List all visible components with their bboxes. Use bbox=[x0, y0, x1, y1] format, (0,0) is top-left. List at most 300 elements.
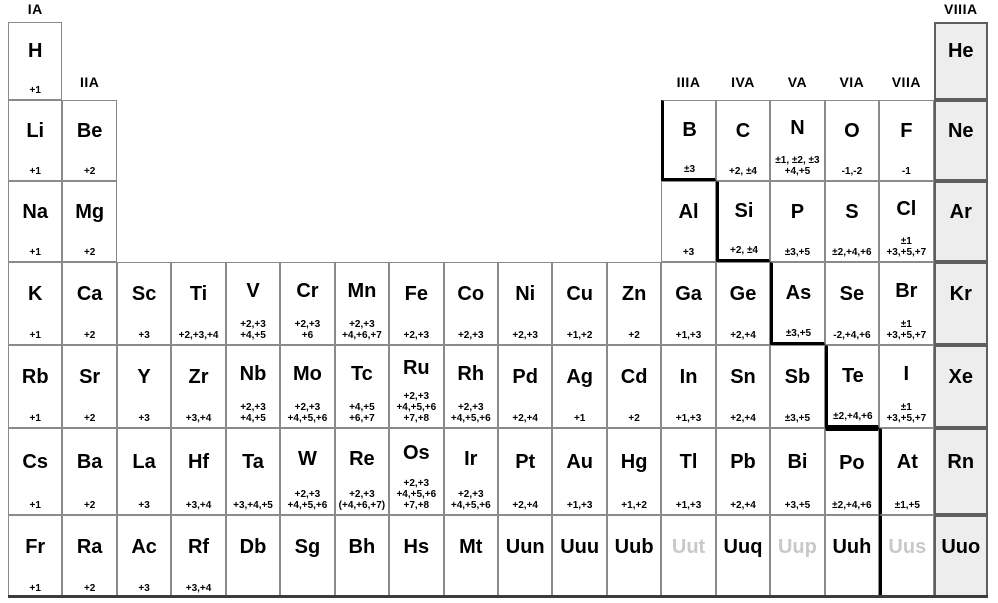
element-symbol: Tc bbox=[350, 362, 373, 385]
element-cell-cs bbox=[8, 428, 62, 515]
element-symbol: Ac bbox=[131, 535, 157, 558]
element-symbol: Ca bbox=[76, 282, 103, 305]
oxidation-states bbox=[63, 408, 115, 427]
oxidation-states bbox=[118, 408, 170, 427]
oxidation-state-line: +2,+3 bbox=[512, 330, 538, 341]
element-cell-c bbox=[716, 100, 770, 181]
oxidation-state-line: +1,+3 bbox=[675, 330, 702, 341]
oxidation-state-line: +2,+3 bbox=[294, 402, 321, 413]
element-symbol: O bbox=[844, 119, 860, 142]
element-symbol: Sg bbox=[294, 535, 321, 558]
element-symbol: Ne bbox=[947, 119, 974, 142]
element-cell-y bbox=[117, 345, 171, 428]
oxidation-states bbox=[936, 79, 986, 98]
element-cell-s bbox=[825, 181, 879, 262]
oxidation-state-line: +1 bbox=[29, 85, 41, 96]
oxidation-state-line: +4,+5,+6 bbox=[396, 489, 437, 500]
element-cell-ac bbox=[117, 515, 171, 598]
element-cell-sg bbox=[280, 515, 334, 598]
oxidation-state-line: +2,+4 bbox=[730, 330, 756, 341]
oxidation-state-line: +2 bbox=[83, 166, 96, 177]
oxidation-state-line: +4,+5 bbox=[240, 413, 266, 424]
oxidation-states bbox=[227, 402, 279, 427]
oxidation-states bbox=[771, 242, 823, 261]
oxidation-states bbox=[936, 407, 986, 426]
oxidation-states bbox=[63, 161, 115, 180]
oxidation-states bbox=[717, 408, 769, 427]
element-cell-sr bbox=[62, 345, 116, 428]
oxidation-state-line: +3,+5,+7 bbox=[886, 247, 927, 258]
element-symbol: Tl bbox=[679, 450, 698, 473]
oxidation-state-line: (+4,+6,+7) bbox=[338, 500, 386, 511]
element-symbol: Li bbox=[26, 119, 45, 142]
element-cell-bh bbox=[335, 515, 389, 598]
element-cell-ru bbox=[389, 345, 443, 428]
oxidation-state-line: ±1 bbox=[900, 402, 912, 413]
element-symbol: Ra bbox=[76, 535, 103, 558]
element-symbol: Hg bbox=[620, 450, 648, 473]
element-symbol: N bbox=[790, 116, 805, 139]
element-cell-uuo bbox=[934, 515, 988, 598]
oxidation-states bbox=[553, 408, 605, 427]
element-symbol: Cd bbox=[620, 365, 648, 388]
group-label-iva: IVA bbox=[731, 74, 755, 90]
oxidation-state-line: +2,+3 bbox=[403, 478, 430, 489]
element-symbol: At bbox=[896, 450, 918, 473]
element-cell-na bbox=[8, 181, 62, 262]
element-cell-i bbox=[879, 345, 933, 428]
oxidation-states bbox=[880, 402, 932, 427]
element-cell-os bbox=[389, 428, 443, 515]
group-label-viia: VIIA bbox=[891, 74, 921, 90]
oxidation-state-line: +7,+8 bbox=[403, 413, 430, 424]
element-cell-n bbox=[770, 100, 824, 181]
element-cell-cr bbox=[280, 262, 334, 345]
group-label-via: VIA bbox=[839, 74, 865, 90]
oxidation-states bbox=[9, 80, 61, 99]
oxidation-states bbox=[336, 402, 388, 427]
element-cell-la bbox=[117, 428, 171, 515]
element-symbol: Rh bbox=[457, 362, 485, 385]
element-cell-w bbox=[280, 428, 334, 515]
oxidation-states bbox=[336, 319, 388, 344]
oxidation-state-line: +1,+2 bbox=[621, 500, 647, 511]
element-symbol: Co bbox=[457, 282, 485, 305]
oxidation-states bbox=[118, 325, 170, 344]
oxidation-state-line: +4,+5,+6 bbox=[287, 500, 328, 511]
element-cell-ar bbox=[934, 181, 988, 262]
oxidation-states bbox=[828, 406, 878, 425]
oxidation-states bbox=[719, 240, 769, 259]
element-cell-br bbox=[879, 262, 933, 345]
oxidation-state-line: -1,-2 bbox=[841, 166, 863, 177]
oxidation-state-line: ±1 bbox=[900, 236, 912, 247]
oxidation-states bbox=[499, 495, 551, 514]
oxidation-states bbox=[445, 325, 497, 344]
element-symbol: Hf bbox=[187, 450, 210, 473]
oxidation-states bbox=[608, 408, 660, 427]
element-cell-pd bbox=[498, 345, 552, 428]
oxidation-states bbox=[826, 325, 878, 344]
oxidation-states bbox=[9, 408, 61, 427]
element-cell-v bbox=[226, 262, 280, 345]
oxidation-states bbox=[936, 241, 986, 260]
element-cell-uuu bbox=[552, 515, 606, 598]
oxidation-state-line: +1 bbox=[29, 413, 41, 424]
oxidation-states bbox=[608, 325, 660, 344]
oxidation-states bbox=[826, 161, 878, 180]
oxidation-state-line: +3 bbox=[138, 583, 150, 594]
element-symbol: Au bbox=[566, 450, 593, 473]
element-symbol: Pt bbox=[515, 450, 536, 473]
oxidation-states bbox=[172, 408, 224, 427]
element-symbol: As bbox=[785, 281, 812, 304]
element-symbol: Sb bbox=[784, 365, 811, 388]
oxidation-state-line: ±2,+4,+6 bbox=[832, 247, 872, 258]
element-symbol: B bbox=[682, 118, 697, 141]
element-symbol: Rn bbox=[947, 450, 975, 473]
element-cell-re bbox=[335, 428, 389, 515]
element-symbol: Mn bbox=[347, 279, 377, 302]
element-cell-sc bbox=[117, 262, 171, 345]
oxidation-states bbox=[63, 325, 115, 344]
oxidation-state-line: +2,+3 bbox=[294, 489, 321, 500]
element-symbol: Hs bbox=[403, 535, 430, 558]
element-symbol: Uus bbox=[888, 535, 927, 558]
element-cell-mn bbox=[335, 262, 389, 345]
element-symbol: Ge bbox=[729, 282, 757, 305]
element-cell-fe bbox=[389, 262, 443, 345]
element-symbol: Sc bbox=[131, 282, 157, 305]
oxidation-states bbox=[936, 324, 986, 343]
element-symbol: He bbox=[947, 40, 974, 62]
element-cell-o bbox=[825, 100, 879, 181]
oxidation-states bbox=[826, 242, 878, 261]
oxidation-state-line: +1 bbox=[29, 583, 41, 594]
oxidation-state-line: +1,+3 bbox=[675, 413, 702, 424]
element-cell-hf bbox=[171, 428, 225, 515]
element-cell-ba bbox=[62, 428, 116, 515]
element-cell-ir bbox=[444, 428, 498, 515]
oxidation-states bbox=[390, 478, 442, 514]
oxidation-state-line: +2,+3 bbox=[457, 330, 484, 341]
oxidation-states bbox=[662, 325, 714, 344]
oxidation-state-line: ±1, ±2, ±3 bbox=[775, 155, 820, 166]
oxidation-states bbox=[336, 489, 388, 514]
element-cell-hg bbox=[607, 428, 661, 515]
element-cell-ca bbox=[62, 262, 116, 345]
element-cell-ni bbox=[498, 262, 552, 345]
element-cell-mo bbox=[280, 345, 334, 428]
oxidation-states bbox=[9, 495, 61, 514]
oxidation-state-line: +3,+4 bbox=[185, 583, 212, 594]
element-cell-rb bbox=[8, 345, 62, 428]
oxidation-state-line: +1 bbox=[573, 413, 586, 424]
oxidation-state-line: +2 bbox=[83, 413, 96, 424]
element-cell-te bbox=[825, 345, 879, 428]
oxidation-states bbox=[717, 325, 769, 344]
element-symbol: Si bbox=[734, 199, 754, 222]
element-cell-ti bbox=[171, 262, 225, 345]
oxidation-states bbox=[771, 408, 823, 427]
element-cell-po bbox=[825, 428, 879, 515]
element-cell-sn bbox=[716, 345, 770, 428]
element-cell-as bbox=[770, 262, 824, 345]
element-symbol: Be bbox=[76, 119, 103, 142]
element-symbol: Mt bbox=[459, 535, 483, 558]
oxidation-states bbox=[390, 325, 442, 344]
oxidation-state-line: +3,+4 bbox=[185, 413, 212, 424]
element-cell-rn bbox=[934, 428, 988, 515]
element-cell-tc bbox=[335, 345, 389, 428]
oxidation-states bbox=[936, 494, 986, 513]
element-symbol: In bbox=[679, 365, 698, 388]
oxidation-states bbox=[63, 242, 115, 261]
oxidation-states bbox=[773, 323, 823, 342]
element-symbol: Uuq bbox=[723, 535, 763, 558]
element-symbol: Po bbox=[839, 451, 865, 474]
element-symbol: Ti bbox=[189, 282, 208, 305]
oxidation-state-line: +1 bbox=[29, 166, 41, 177]
oxidation-states bbox=[880, 161, 932, 180]
element-symbol: Ni bbox=[515, 282, 536, 305]
element-cell-ra bbox=[62, 515, 116, 598]
element-symbol: Rb bbox=[21, 365, 49, 388]
oxidation-state-line: +3,+5 bbox=[784, 500, 811, 511]
element-cell-au bbox=[552, 428, 606, 515]
element-cell-nb bbox=[226, 345, 280, 428]
oxidation-state-line: +1 bbox=[29, 330, 41, 341]
element-cell-uut bbox=[661, 515, 715, 598]
element-cell-db bbox=[226, 515, 280, 598]
oxidation-states bbox=[9, 161, 61, 180]
oxidation-state-line: +3 bbox=[138, 413, 150, 424]
oxidation-states bbox=[608, 495, 660, 514]
oxidation-state-line: +1 bbox=[29, 247, 41, 258]
element-symbol: Ar bbox=[949, 200, 972, 223]
oxidation-state-line: +2 bbox=[628, 413, 640, 424]
element-symbol: Os bbox=[402, 442, 430, 464]
element-cell-ag bbox=[552, 345, 606, 428]
element-cell-ta bbox=[226, 428, 280, 515]
element-cell-bi bbox=[770, 428, 824, 515]
element-symbol: K bbox=[27, 282, 43, 305]
element-symbol: Xe bbox=[948, 365, 973, 388]
oxidation-state-line: +2,+4 bbox=[512, 500, 538, 511]
element-cell-uup bbox=[770, 515, 824, 598]
oxidation-states bbox=[662, 242, 714, 261]
oxidation-states bbox=[771, 495, 823, 514]
element-cell-pt bbox=[498, 428, 552, 515]
oxidation-state-line: +2 bbox=[83, 247, 96, 258]
element-cell-uus bbox=[879, 515, 933, 598]
oxidation-state-line: +3,+4,+5 bbox=[233, 500, 273, 511]
element-cell-he bbox=[934, 22, 988, 100]
element-symbol: W bbox=[297, 447, 317, 470]
element-symbol: Uuh bbox=[832, 535, 872, 558]
oxidation-state-line: +2, ±4 bbox=[729, 245, 758, 256]
oxidation-state-line: ±3,+5 bbox=[784, 247, 811, 258]
element-symbol: Ga bbox=[675, 282, 702, 305]
element-symbol: Kr bbox=[949, 282, 972, 305]
element-symbol: Cs bbox=[22, 450, 48, 473]
oxidation-states bbox=[826, 495, 878, 514]
oxidation-state-line: +2 bbox=[83, 330, 96, 341]
oxidation-state-line: +2,+4 bbox=[512, 413, 538, 424]
oxidation-state-line: +2 bbox=[628, 330, 640, 341]
element-cell-li bbox=[8, 100, 62, 181]
oxidation-state-line: +4,+5,+6 bbox=[450, 500, 491, 511]
oxidation-state-line: ±3 bbox=[684, 164, 696, 175]
oxidation-state-line: -1 bbox=[901, 166, 911, 177]
oxidation-states bbox=[118, 495, 170, 514]
oxidation-states bbox=[227, 495, 279, 514]
element-symbol: V bbox=[246, 279, 260, 302]
oxidation-states bbox=[553, 325, 605, 344]
oxidation-states bbox=[936, 577, 986, 596]
element-symbol: Uuo bbox=[941, 535, 981, 558]
oxidation-state-line: +4,+5 bbox=[784, 166, 811, 177]
oxidation-state-line: -2,+4,+6 bbox=[833, 330, 871, 341]
oxidation-state-line: +2,+3 bbox=[294, 319, 321, 330]
oxidation-state-line: +4,+6,+7 bbox=[342, 330, 382, 341]
element-symbol: Cu bbox=[566, 282, 593, 305]
oxidation-states bbox=[9, 325, 61, 344]
oxidation-state-line: +4,+5,+6 bbox=[287, 413, 328, 424]
element-symbol: Br bbox=[895, 279, 918, 302]
element-symbol: Ru bbox=[402, 357, 430, 379]
element-cell-be bbox=[62, 100, 116, 181]
oxidation-state-line: +2 bbox=[83, 500, 96, 511]
element-symbol: Pb bbox=[730, 450, 756, 473]
oxidation-state-line: ±3,+5 bbox=[785, 328, 812, 339]
oxidation-state-line: +3,+5,+7 bbox=[886, 330, 927, 341]
oxidation-state-line: +2,+3 bbox=[349, 489, 375, 500]
element-cell-si bbox=[716, 181, 770, 262]
element-symbol: Pd bbox=[512, 365, 538, 388]
element-cell-se bbox=[825, 262, 879, 345]
element-cell-fr bbox=[8, 515, 62, 598]
oxidation-states bbox=[499, 325, 551, 344]
element-cell-cd bbox=[607, 345, 661, 428]
oxidation-state-line: +2,+3 bbox=[240, 402, 266, 413]
element-symbol: C bbox=[735, 119, 751, 142]
oxidation-state-line: +2 bbox=[83, 583, 96, 594]
oxidation-state-line: +7,+8 bbox=[403, 500, 430, 511]
oxidation-state-line: +2,+4 bbox=[730, 413, 756, 424]
oxidation-state-line: +2,+3 bbox=[240, 319, 266, 330]
element-symbol: Ag bbox=[566, 365, 593, 388]
oxidation-states bbox=[281, 489, 333, 514]
oxidation-states bbox=[882, 495, 932, 514]
element-symbol: Bi bbox=[787, 450, 808, 473]
element-symbol: F bbox=[900, 119, 913, 142]
group-label-ia: IA bbox=[27, 1, 43, 17]
table-bottom-edge bbox=[8, 595, 988, 598]
oxidation-states bbox=[445, 402, 497, 427]
element-cell-cu bbox=[552, 262, 606, 345]
element-symbol: Zn bbox=[621, 282, 647, 305]
element-cell-sb bbox=[770, 345, 824, 428]
oxidation-state-line: +2,+3 bbox=[457, 402, 484, 413]
element-symbol: Fe bbox=[404, 282, 428, 305]
element-cell-in bbox=[661, 345, 715, 428]
element-symbol: Bh bbox=[348, 535, 376, 558]
oxidation-states bbox=[717, 161, 769, 180]
element-symbol: Uut bbox=[671, 535, 706, 558]
element-cell-ne bbox=[934, 100, 988, 181]
oxidation-states bbox=[172, 495, 224, 514]
element-cell-ge bbox=[716, 262, 770, 345]
oxidation-state-line: +3,+5,+7 bbox=[886, 413, 927, 424]
group-label-viiia: VIIIA bbox=[943, 1, 978, 17]
oxidation-state-line: +2,+3 bbox=[403, 391, 430, 402]
oxidation-state-line: +3 bbox=[682, 247, 695, 258]
oxidation-states bbox=[880, 236, 932, 261]
element-cell-hs bbox=[389, 515, 443, 598]
oxidation-states bbox=[664, 159, 714, 178]
element-symbol: Uub bbox=[614, 535, 654, 558]
oxidation-state-line: +1,+3 bbox=[675, 500, 702, 511]
oxidation-states bbox=[227, 319, 279, 344]
element-symbol: Mg bbox=[75, 200, 105, 223]
element-cell-mg bbox=[62, 181, 116, 262]
oxidation-states bbox=[771, 155, 823, 180]
element-symbol: Db bbox=[239, 535, 267, 558]
oxidation-states bbox=[499, 408, 551, 427]
group-label-va: VA bbox=[787, 74, 808, 90]
oxidation-state-line: +1,+2 bbox=[566, 330, 593, 341]
oxidation-state-line: +2, ±4 bbox=[728, 166, 757, 177]
element-symbol: Uuu bbox=[560, 535, 600, 558]
element-symbol: I bbox=[903, 362, 910, 385]
oxidation-state-line: +2,+3 bbox=[403, 330, 430, 341]
oxidation-state-line: +3,+4 bbox=[185, 500, 212, 511]
oxidation-states bbox=[662, 408, 714, 427]
element-symbol: Mo bbox=[292, 362, 322, 385]
element-cell-at bbox=[879, 428, 933, 515]
oxidation-state-line: ±2,+4,+6 bbox=[833, 411, 873, 422]
element-cell-uuh bbox=[825, 515, 879, 598]
element-cell-al bbox=[661, 181, 715, 262]
element-cell-uun bbox=[498, 515, 552, 598]
element-symbol: Re bbox=[349, 447, 375, 470]
element-cell-mt bbox=[444, 515, 498, 598]
element-cell-cl bbox=[879, 181, 933, 262]
oxidation-state-line: +2,+4 bbox=[730, 500, 756, 511]
oxidation-state-line: +4,+5 bbox=[240, 330, 266, 341]
oxidation-state-line: +3 bbox=[138, 330, 150, 341]
element-symbol: Ir bbox=[464, 447, 478, 470]
element-cell-b bbox=[661, 100, 715, 181]
element-cell-zn bbox=[607, 262, 661, 345]
group-label-iia: IIA bbox=[79, 74, 100, 90]
element-symbol: Sn bbox=[730, 365, 756, 388]
element-symbol: La bbox=[132, 450, 156, 473]
element-cell-xe bbox=[934, 345, 988, 428]
oxidation-state-line: +1 bbox=[29, 500, 41, 511]
element-cell-tl bbox=[661, 428, 715, 515]
element-cell-co bbox=[444, 262, 498, 345]
oxidation-states bbox=[390, 391, 442, 427]
oxidation-states bbox=[281, 402, 333, 427]
oxidation-state-line: +4,+5,+6 bbox=[396, 402, 437, 413]
oxidation-state-line: +2,+3,+4 bbox=[178, 330, 219, 341]
oxidation-state-line: ±1 bbox=[900, 319, 912, 330]
element-symbol: Se bbox=[839, 282, 865, 305]
element-symbol: S bbox=[845, 200, 859, 223]
element-symbol: Cl bbox=[896, 197, 917, 220]
